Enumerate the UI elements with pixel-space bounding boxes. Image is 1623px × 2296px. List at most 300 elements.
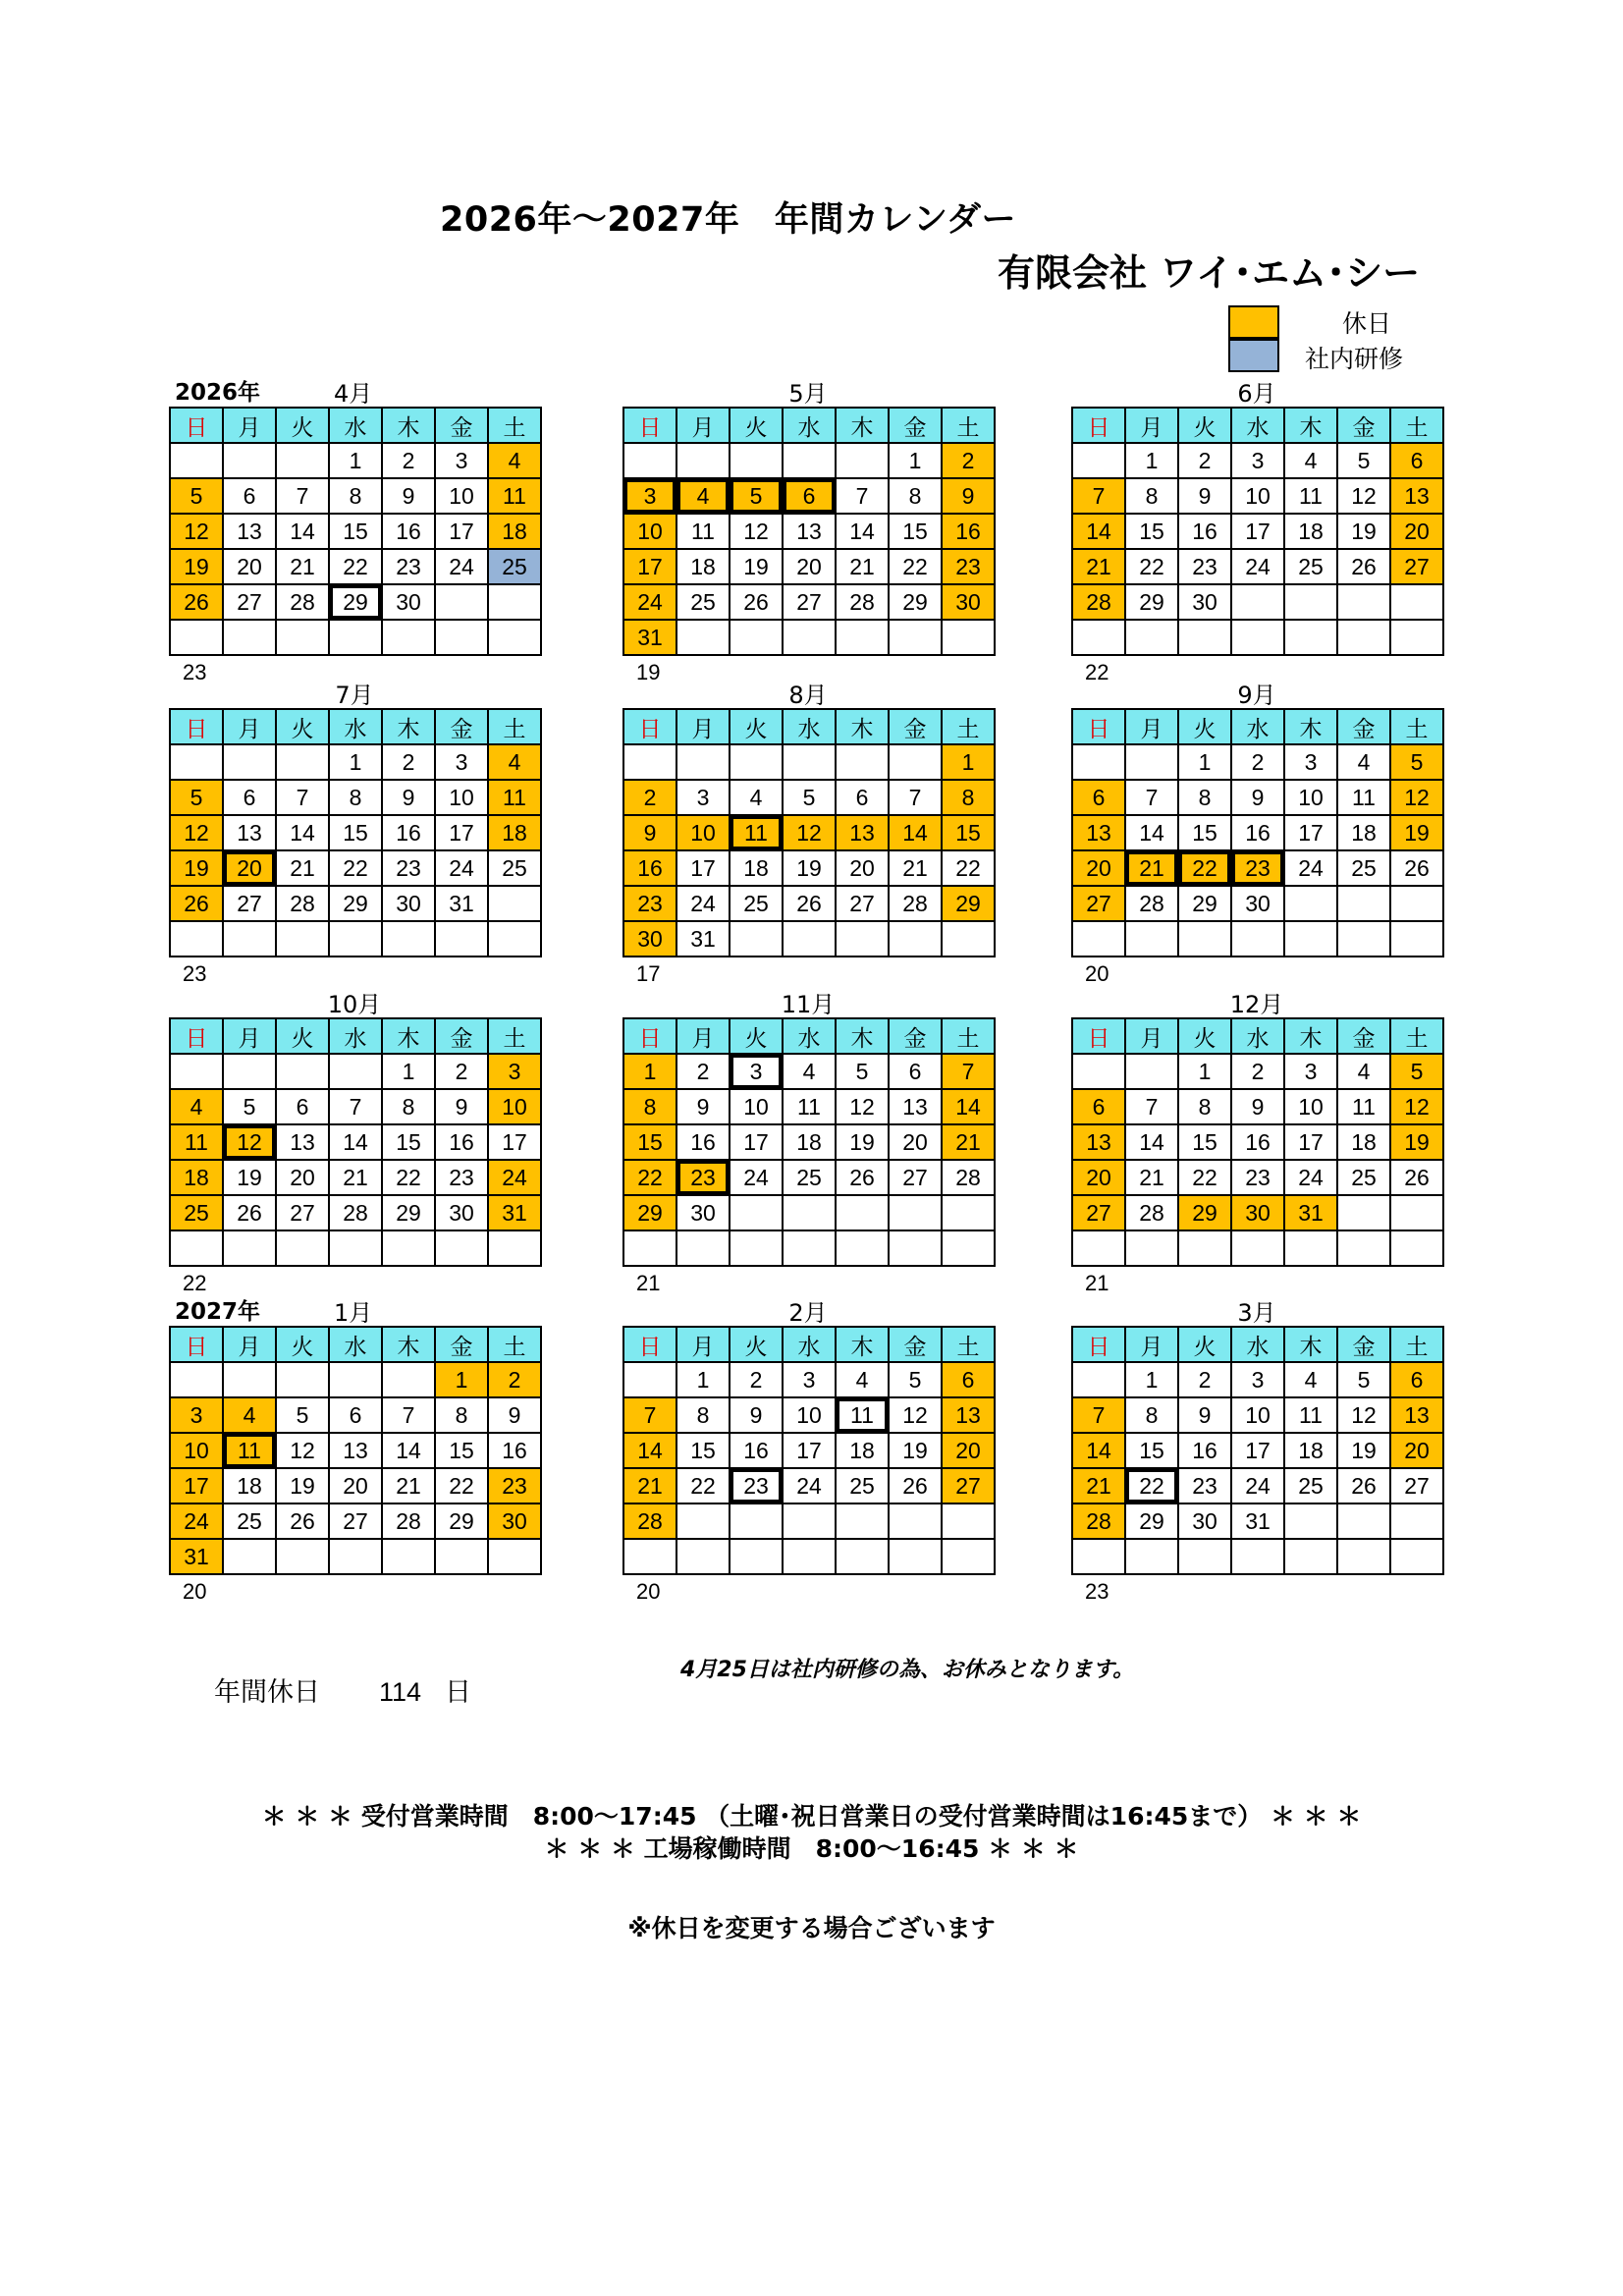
day-cell: 11 xyxy=(837,1398,890,1434)
day-cell: 14 xyxy=(383,1434,436,1469)
day-cell: 16 xyxy=(677,1125,730,1161)
day-cell: 28 xyxy=(1073,585,1126,621)
month-calendar xyxy=(1071,682,1442,986)
empty-cell xyxy=(784,745,837,781)
empty-cell xyxy=(1338,1504,1391,1540)
weekday-header: 金 xyxy=(1338,710,1391,745)
empty-cell xyxy=(330,1055,383,1090)
day-cell: 17 xyxy=(1232,515,1285,550)
empty-cell xyxy=(943,1504,996,1540)
day-cell: 10 xyxy=(489,1090,542,1125)
calendar-month-label: 11月 xyxy=(781,991,836,1018)
day-cell: 15 xyxy=(436,1434,489,1469)
day-cell: 17 xyxy=(489,1125,542,1161)
day-cell: 20 xyxy=(330,1469,383,1504)
empty-cell xyxy=(1338,1540,1391,1575)
day-cell: 18 xyxy=(1338,816,1391,851)
calendar-month-label: 3月 xyxy=(1237,1299,1276,1327)
empty-cell xyxy=(624,1363,677,1398)
day-cell: 31 xyxy=(1285,1196,1338,1231)
weekday-header: 日 xyxy=(171,1328,224,1363)
day-cell: 29 xyxy=(436,1504,489,1540)
day-cell: 13 xyxy=(330,1434,383,1469)
day-cell: 7 xyxy=(1073,1398,1126,1434)
day-cell: 9 xyxy=(383,479,436,515)
day-cell: 12 xyxy=(1338,1398,1391,1434)
day-cell: 2 xyxy=(1232,745,1285,781)
day-cell: 14 xyxy=(1073,1434,1126,1469)
calendar-grid xyxy=(1071,708,1444,957)
weekday-header: 日 xyxy=(171,710,224,745)
empty-cell xyxy=(1338,621,1391,656)
day-cell: 2 xyxy=(489,1363,542,1398)
empty-cell xyxy=(1391,621,1444,656)
day-cell: 13 xyxy=(890,1090,943,1125)
day-cell: 21 xyxy=(890,851,943,887)
working-days-count: 23 xyxy=(1085,1579,1109,1604)
weekday-header: 日 xyxy=(171,409,224,444)
day-cell: 12 xyxy=(277,1434,330,1469)
calendar-grid xyxy=(169,407,542,656)
empty-cell xyxy=(784,1231,837,1267)
day-cell: 4 xyxy=(677,479,730,515)
empty-cell xyxy=(624,1231,677,1267)
day-cell: 22 xyxy=(330,550,383,585)
day-cell: 22 xyxy=(677,1469,730,1504)
weekday-header: 火 xyxy=(730,1328,784,1363)
empty-cell xyxy=(224,745,277,781)
weekday-header: 水 xyxy=(784,1019,837,1055)
day-cell: 16 xyxy=(943,515,996,550)
empty-cell xyxy=(1285,1231,1338,1267)
day-cell: 13 xyxy=(943,1398,996,1434)
empty-cell xyxy=(1285,887,1338,922)
day-cell: 10 xyxy=(171,1434,224,1469)
empty-cell xyxy=(784,621,837,656)
day-cell: 12 xyxy=(1391,781,1444,816)
day-cell: 1 xyxy=(1126,1363,1179,1398)
weekday-header: 水 xyxy=(1232,1019,1285,1055)
day-cell: 24 xyxy=(1232,550,1285,585)
weekday-header: 金 xyxy=(890,1019,943,1055)
empty-cell xyxy=(224,621,277,656)
day-cell: 16 xyxy=(1179,1434,1232,1469)
weekday-header: 火 xyxy=(1179,710,1232,745)
day-cell: 21 xyxy=(383,1469,436,1504)
weekday-header: 月 xyxy=(224,710,277,745)
empty-cell xyxy=(784,922,837,957)
day-cell: 19 xyxy=(1391,816,1444,851)
empty-cell xyxy=(1338,1196,1391,1231)
day-cell: 28 xyxy=(624,1504,677,1540)
day-cell: 27 xyxy=(943,1469,996,1504)
empty-cell xyxy=(1285,922,1338,957)
day-cell: 19 xyxy=(890,1434,943,1469)
day-cell: 2 xyxy=(383,444,436,479)
day-cell: 10 xyxy=(1285,1090,1338,1125)
day-cell: 14 xyxy=(277,515,330,550)
day-cell: 11 xyxy=(1285,1398,1338,1434)
empty-cell xyxy=(677,1504,730,1540)
day-cell: 2 xyxy=(730,1363,784,1398)
day-cell: 19 xyxy=(1338,515,1391,550)
day-cell: 16 xyxy=(1179,515,1232,550)
weekday-header: 水 xyxy=(330,409,383,444)
day-cell: 10 xyxy=(624,515,677,550)
calendar-month-label: 12月 xyxy=(1229,991,1284,1018)
day-cell: 28 xyxy=(1073,1504,1126,1540)
weekday-header: 月 xyxy=(224,409,277,444)
day-cell: 17 xyxy=(436,816,489,851)
empty-cell xyxy=(1391,585,1444,621)
day-cell: 28 xyxy=(943,1161,996,1196)
empty-cell xyxy=(330,922,383,957)
calendar-grid xyxy=(622,708,996,957)
weekday-header: 日 xyxy=(624,710,677,745)
weekday-header: 土 xyxy=(1391,1328,1444,1363)
day-cell: 13 xyxy=(1073,1125,1126,1161)
day-cell: 23 xyxy=(436,1161,489,1196)
empty-cell xyxy=(1285,1540,1338,1575)
day-cell: 18 xyxy=(1285,515,1338,550)
empty-cell xyxy=(677,444,730,479)
day-cell: 20 xyxy=(837,851,890,887)
empty-cell xyxy=(1073,922,1126,957)
day-cell: 10 xyxy=(1285,781,1338,816)
day-cell: 9 xyxy=(943,479,996,515)
day-cell: 5 xyxy=(837,1055,890,1090)
weekday-header: 土 xyxy=(943,710,996,745)
day-cell: 10 xyxy=(677,816,730,851)
weekday-header: 木 xyxy=(1285,1328,1338,1363)
empty-cell xyxy=(1073,1540,1126,1575)
day-cell: 22 xyxy=(436,1469,489,1504)
weekday-header: 土 xyxy=(489,409,542,444)
day-cell: 21 xyxy=(837,550,890,585)
day-cell: 17 xyxy=(1232,1434,1285,1469)
day-cell: 12 xyxy=(890,1398,943,1434)
day-cell: 27 xyxy=(784,585,837,621)
weekday-header: 金 xyxy=(890,409,943,444)
day-cell: 2 xyxy=(943,444,996,479)
day-cell: 14 xyxy=(837,515,890,550)
empty-cell xyxy=(1073,745,1126,781)
working-days-count: 23 xyxy=(183,660,207,684)
working-days-count: 22 xyxy=(1085,660,1109,684)
day-cell: 19 xyxy=(224,1161,277,1196)
empty-cell xyxy=(730,1196,784,1231)
day-cell: 1 xyxy=(1179,1055,1232,1090)
day-cell: 4 xyxy=(1285,1363,1338,1398)
annual-holidays-value: 114 xyxy=(379,1677,422,1707)
day-cell: 6 xyxy=(837,781,890,816)
weekday-header: 水 xyxy=(330,1019,383,1055)
day-cell: 17 xyxy=(436,515,489,550)
weekday-header: 水 xyxy=(784,409,837,444)
calendar-month-label: 5月 xyxy=(788,380,828,408)
day-cell: 27 xyxy=(1391,550,1444,585)
day-cell: 13 xyxy=(784,515,837,550)
day-cell: 24 xyxy=(784,1469,837,1504)
weekday-header: 火 xyxy=(1179,1019,1232,1055)
day-cell: 23 xyxy=(677,1161,730,1196)
weekday-header: 土 xyxy=(1391,409,1444,444)
day-cell: 23 xyxy=(943,550,996,585)
day-cell: 5 xyxy=(1391,745,1444,781)
day-cell: 5 xyxy=(784,781,837,816)
calendar-month-label: 7月 xyxy=(335,682,374,709)
weekday-header: 水 xyxy=(330,1328,383,1363)
empty-cell xyxy=(943,1231,996,1267)
day-cell: 18 xyxy=(489,816,542,851)
factory-hours: ＊ ＊ ＊ 工場稼働時間 8:00～16:45 ＊ ＊ ＊ xyxy=(544,1834,1079,1863)
empty-cell xyxy=(890,621,943,656)
day-cell: 16 xyxy=(383,515,436,550)
day-cell: 29 xyxy=(624,1196,677,1231)
empty-cell xyxy=(1391,1540,1444,1575)
day-cell: 25 xyxy=(171,1196,224,1231)
day-cell: 4 xyxy=(489,444,542,479)
day-cell: 3 xyxy=(730,1055,784,1090)
day-cell: 4 xyxy=(1285,444,1338,479)
day-cell: 14 xyxy=(330,1125,383,1161)
weekday-header: 水 xyxy=(330,710,383,745)
day-cell: 23 xyxy=(489,1469,542,1504)
day-cell: 30 xyxy=(489,1504,542,1540)
empty-cell xyxy=(1073,621,1126,656)
day-cell: 22 xyxy=(330,851,383,887)
empty-cell xyxy=(224,1055,277,1090)
day-cell: 29 xyxy=(330,887,383,922)
day-cell: 23 xyxy=(1179,1469,1232,1504)
day-cell: 14 xyxy=(277,816,330,851)
day-cell: 29 xyxy=(383,1196,436,1231)
day-cell: 24 xyxy=(1232,1469,1285,1504)
empty-cell xyxy=(277,1363,330,1398)
empty-cell xyxy=(489,1231,542,1267)
empty-cell xyxy=(1285,1504,1338,1540)
weekday-header: 日 xyxy=(1073,710,1126,745)
day-cell: 15 xyxy=(330,515,383,550)
day-cell: 15 xyxy=(943,816,996,851)
day-cell: 4 xyxy=(1338,1055,1391,1090)
day-cell: 17 xyxy=(677,851,730,887)
day-cell: 21 xyxy=(624,1469,677,1504)
day-cell: 3 xyxy=(1232,1363,1285,1398)
empty-cell xyxy=(224,444,277,479)
weekday-header: 日 xyxy=(1073,1328,1126,1363)
day-cell: 19 xyxy=(784,851,837,887)
day-cell: 5 xyxy=(1391,1055,1444,1090)
month-calendar xyxy=(622,682,994,986)
day-cell: 28 xyxy=(837,585,890,621)
day-cell: 1 xyxy=(330,444,383,479)
day-cell: 24 xyxy=(677,887,730,922)
day-cell: 2 xyxy=(677,1055,730,1090)
day-cell: 22 xyxy=(1179,851,1232,887)
day-cell: 20 xyxy=(890,1125,943,1161)
day-cell: 23 xyxy=(730,1469,784,1504)
day-cell: 15 xyxy=(890,515,943,550)
day-cell: 18 xyxy=(837,1434,890,1469)
empty-cell xyxy=(1391,922,1444,957)
day-cell: 22 xyxy=(1126,1469,1179,1504)
day-cell: 28 xyxy=(330,1196,383,1231)
empty-cell xyxy=(383,1540,436,1575)
calendar-month-label: 6月 xyxy=(1237,380,1276,408)
day-cell: 11 xyxy=(171,1125,224,1161)
day-cell: 20 xyxy=(277,1161,330,1196)
calendar-grid xyxy=(1071,1017,1444,1267)
day-cell: 4 xyxy=(784,1055,837,1090)
empty-cell xyxy=(224,922,277,957)
weekday-header: 木 xyxy=(837,1019,890,1055)
day-cell: 7 xyxy=(330,1090,383,1125)
working-days-count: 20 xyxy=(183,1579,207,1604)
day-cell: 12 xyxy=(171,515,224,550)
weekday-header: 土 xyxy=(943,1328,996,1363)
day-cell: 2 xyxy=(1179,444,1232,479)
day-cell: 20 xyxy=(1391,515,1444,550)
weekday-header: 火 xyxy=(277,1019,330,1055)
day-cell: 7 xyxy=(624,1398,677,1434)
day-cell: 25 xyxy=(1285,550,1338,585)
day-cell: 23 xyxy=(383,550,436,585)
day-cell: 16 xyxy=(436,1125,489,1161)
day-cell: 28 xyxy=(277,887,330,922)
weekday-header: 月 xyxy=(1126,1019,1179,1055)
empty-cell xyxy=(730,621,784,656)
weekday-header: 土 xyxy=(943,409,996,444)
empty-cell xyxy=(1179,922,1232,957)
weekday-header: 月 xyxy=(677,409,730,444)
weekday-header: 水 xyxy=(1232,409,1285,444)
calendar-grid xyxy=(622,407,996,656)
day-cell: 26 xyxy=(1391,1161,1444,1196)
empty-cell xyxy=(784,1504,837,1540)
month-calendar xyxy=(1071,1299,1442,1604)
legend-holiday-label: 休日 xyxy=(1342,309,1392,338)
empty-cell xyxy=(436,1231,489,1267)
empty-cell xyxy=(1179,621,1232,656)
empty-cell xyxy=(436,621,489,656)
calendar-grid xyxy=(1071,407,1444,656)
empty-cell xyxy=(171,1055,224,1090)
empty-cell xyxy=(837,1540,890,1575)
empty-cell xyxy=(1232,1231,1285,1267)
day-cell: 26 xyxy=(1391,851,1444,887)
calendar-grid xyxy=(622,1017,996,1267)
month-calendar xyxy=(1071,991,1442,1295)
day-cell: 18 xyxy=(730,851,784,887)
day-cell: 26 xyxy=(1338,550,1391,585)
weekday-header: 火 xyxy=(1179,1328,1232,1363)
empty-cell xyxy=(330,1540,383,1575)
day-cell: 5 xyxy=(730,479,784,515)
day-cell: 25 xyxy=(1338,1161,1391,1196)
empty-cell xyxy=(837,922,890,957)
day-cell: 27 xyxy=(837,887,890,922)
day-cell: 24 xyxy=(624,585,677,621)
day-cell: 30 xyxy=(383,887,436,922)
day-cell: 26 xyxy=(1338,1469,1391,1504)
weekday-header: 金 xyxy=(1338,1328,1391,1363)
empty-cell xyxy=(277,1540,330,1575)
empty-cell xyxy=(1338,585,1391,621)
day-cell: 11 xyxy=(1285,479,1338,515)
day-cell: 20 xyxy=(1073,1161,1126,1196)
day-cell: 6 xyxy=(277,1090,330,1125)
holiday-change-note: ※休日を変更する場合ございます xyxy=(627,1914,996,1942)
day-cell: 31 xyxy=(436,887,489,922)
day-cell: 9 xyxy=(677,1090,730,1125)
day-cell: 17 xyxy=(624,550,677,585)
annual-holidays xyxy=(214,1670,471,1709)
weekday-header: 土 xyxy=(1391,710,1444,745)
empty-cell xyxy=(171,745,224,781)
day-cell: 13 xyxy=(224,816,277,851)
day-cell: 21 xyxy=(943,1125,996,1161)
empty-cell xyxy=(224,1231,277,1267)
day-cell: 3 xyxy=(171,1398,224,1434)
day-cell: 24 xyxy=(489,1161,542,1196)
day-cell: 21 xyxy=(1126,851,1179,887)
day-cell: 10 xyxy=(436,479,489,515)
day-cell: 5 xyxy=(171,479,224,515)
empty-cell xyxy=(837,621,890,656)
day-cell: 27 xyxy=(1073,1196,1126,1231)
day-cell: 3 xyxy=(436,444,489,479)
weekday-header: 金 xyxy=(1338,409,1391,444)
working-days-count: 19 xyxy=(636,660,661,684)
day-cell: 18 xyxy=(171,1161,224,1196)
day-cell: 15 xyxy=(624,1125,677,1161)
day-cell: 26 xyxy=(171,585,224,621)
day-cell: 27 xyxy=(277,1196,330,1231)
day-cell: 30 xyxy=(1179,1504,1232,1540)
working-days-count: 17 xyxy=(636,961,661,986)
empty-cell xyxy=(1285,621,1338,656)
day-cell: 9 xyxy=(624,816,677,851)
day-cell: 16 xyxy=(730,1434,784,1469)
empty-cell xyxy=(1391,887,1444,922)
day-cell: 12 xyxy=(171,816,224,851)
day-cell: 3 xyxy=(1285,1055,1338,1090)
day-cell: 9 xyxy=(730,1398,784,1434)
annual-holidays-label: 年間休日 xyxy=(214,1677,320,1708)
empty-cell xyxy=(837,1196,890,1231)
day-cell: 18 xyxy=(224,1469,277,1504)
working-days-count: 20 xyxy=(1085,961,1109,986)
weekday-header: 土 xyxy=(943,1019,996,1055)
empty-cell xyxy=(1126,745,1179,781)
empty-cell xyxy=(890,1196,943,1231)
weekday-header: 月 xyxy=(677,1328,730,1363)
day-cell: 18 xyxy=(784,1125,837,1161)
day-cell: 23 xyxy=(1232,1161,1285,1196)
day-cell: 13 xyxy=(837,816,890,851)
working-days-count: 21 xyxy=(1085,1271,1109,1295)
empty-cell xyxy=(890,922,943,957)
day-cell: 29 xyxy=(1179,1196,1232,1231)
empty-cell xyxy=(784,1196,837,1231)
day-cell: 12 xyxy=(1338,479,1391,515)
working-days-count: 20 xyxy=(636,1579,661,1604)
day-cell: 24 xyxy=(1285,851,1338,887)
day-cell: 22 xyxy=(943,851,996,887)
day-cell: 7 xyxy=(1073,479,1126,515)
day-cell: 10 xyxy=(730,1090,784,1125)
